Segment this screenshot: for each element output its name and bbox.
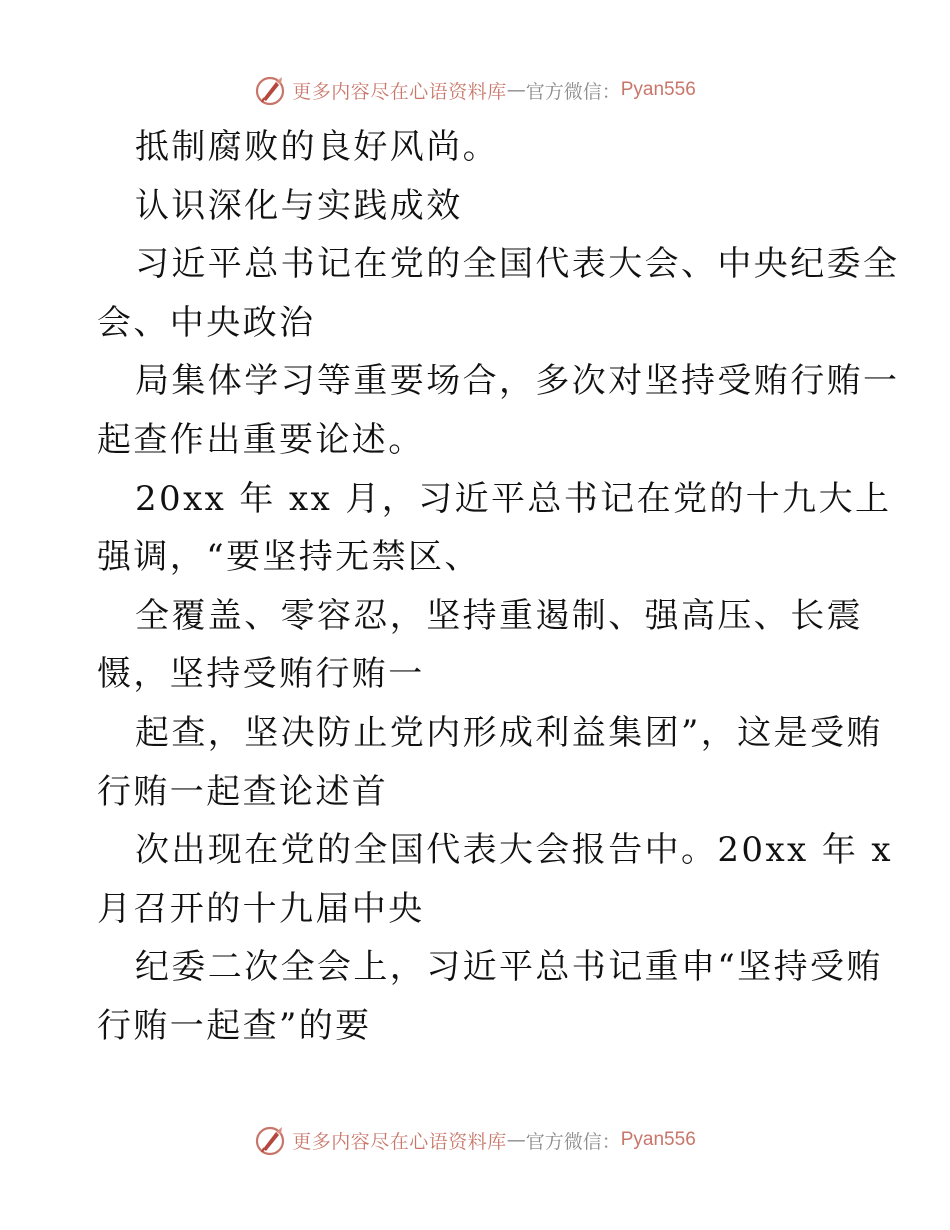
text-line: 月召开的十九届中央 (97, 888, 425, 929)
text-line: 行贿一起查”的要 (97, 1005, 372, 1046)
banner-main-text: 更多内容尽在心语资料库 (292, 1130, 507, 1153)
text-line: 强调，“要坚持无禁区、 (97, 537, 481, 578)
text-line: 起查，坚决防止党内形成利益集团”，这是受贿 (135, 712, 883, 753)
banner-main-text: 更多内容尽在心语资料库 (292, 80, 507, 103)
text-line: 抵制腐败的良好风尚。 (135, 127, 499, 167)
quill-pen-logo-icon (254, 73, 288, 107)
banner-separator: — (506, 79, 526, 101)
text-line: 局集体学习等重要场合，多次对坚持受贿行贿一 (135, 361, 900, 402)
banner-wechat-id: Pyan556 (620, 1129, 696, 1150)
text-line: 次出现在党的全国代表大会报告中。20xx 年 x (135, 830, 894, 871)
text-line: 会、中央政治 (97, 302, 316, 343)
text-line: 习近平总书记在党的全国代表大会、中央纪委全 (135, 244, 900, 285)
section-heading: 认识深化与实践成效 (135, 185, 463, 226)
footer-banner (0, 1120, 950, 1160)
header-banner (0, 70, 950, 110)
banner-label: 官方微信： (525, 1130, 621, 1153)
banner-wechat-id: Pyan556 (620, 79, 696, 100)
text-line: 全覆盖、零容忍，坚持重遏制、强高压、长震 (135, 595, 863, 636)
text-line: 行贿一起查论述首 (97, 771, 389, 812)
document-body (97, 118, 900, 1056)
banner-label: 官方微信： (525, 80, 621, 103)
text-line: 起查作出重要论述。 (97, 419, 425, 460)
text-line: 20xx 年 xx 月，习近平总书记在党的十九大上 (135, 478, 892, 519)
text-line: 慑，坚持受贿行贿一 (97, 654, 425, 695)
banner-separator: — (506, 1129, 526, 1151)
quill-pen-logo-icon (254, 1123, 288, 1157)
text-line: 纪委二次全会上，习近平总书记重申“坚持受贿 (135, 947, 883, 988)
